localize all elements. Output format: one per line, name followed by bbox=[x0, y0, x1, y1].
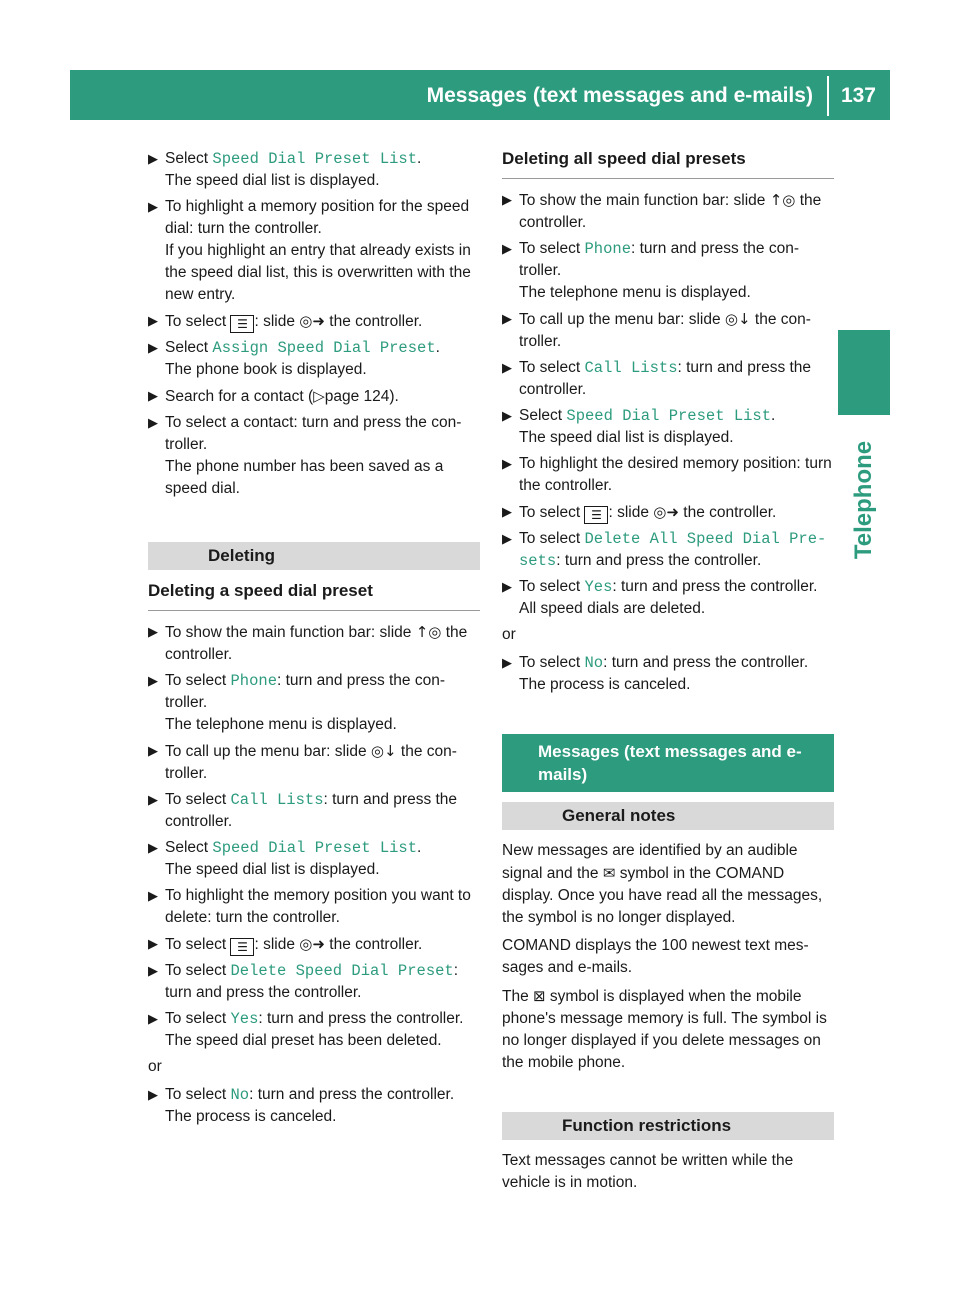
paragraph-memory-full: The ⊠ symbol is displayed when the mobile phone's message memory is full. The symbol is no longer displayed if you delete messages on the mobile phone. bbox=[502, 987, 827, 1071]
menu-option: Yes bbox=[230, 1010, 259, 1028]
step-confirm-yes: ▶ To select Yes: turn and press the controller. All speed dials are deleted. bbox=[502, 578, 818, 617]
step-highlight-position: ▶ To highlight a memory position for the speed dial: turn the controller. If you highlight an entry that already exists in the speed dial list, this is overwritten with the new entry. bbox=[148, 196, 480, 306]
slide-up-controller-icon: ↑◎ bbox=[769, 191, 796, 209]
bullet-arrow-icon: ▶ bbox=[502, 504, 512, 519]
bullet-arrow-icon: ▶ bbox=[502, 311, 512, 326]
bullet-arrow-icon: ▶ bbox=[148, 340, 158, 355]
step-select-phone: ▶ To select Phone: turn and press the controller. The telephone menu is displayed. bbox=[148, 672, 446, 733]
phone-book-menu-icon: ☰ bbox=[230, 938, 254, 956]
bullet-arrow-icon: ▶ bbox=[148, 415, 158, 430]
menu-option: Call Lists bbox=[230, 791, 324, 809]
envelope-icon: ✉ bbox=[602, 864, 616, 882]
heading-function-restrictions: Function restrictions bbox=[502, 1112, 834, 1140]
slide-up-controller-icon: ↑◎ bbox=[415, 623, 442, 641]
header-divider bbox=[827, 76, 829, 116]
slide-right-controller-icon: ◎➜ bbox=[299, 935, 325, 953]
bullet-arrow-icon: ▶ bbox=[502, 192, 512, 207]
section-heading-messages: Messages (text messages and e-mails) bbox=[502, 734, 834, 792]
bullet-arrow-icon: ▶ bbox=[502, 655, 512, 670]
bullet-arrow-icon: ▶ bbox=[148, 388, 158, 403]
menu-option: Speed Dial Preset List bbox=[212, 150, 418, 168]
bullet-arrow-icon: ▶ bbox=[148, 673, 158, 688]
or-text: or bbox=[502, 626, 516, 643]
bullet-arrow-icon: ▶ bbox=[148, 936, 158, 951]
step-call-up-menu-bar: ▶ To call up the menu bar: slide ◎↓ the controller. bbox=[502, 310, 811, 350]
bullet-arrow-icon: ▶ bbox=[148, 792, 158, 807]
menu-option: Delete Speed Dial Preset bbox=[230, 962, 454, 980]
menu-option: Speed Dial Preset List bbox=[212, 839, 418, 857]
step-search-contact: ▶ Search for a contact (▷page 124). bbox=[148, 387, 399, 405]
slide-down-controller-icon: ◎↓ bbox=[370, 742, 397, 760]
step-delete-all: ▶ To select Delete All Speed Dial Pre‐sets: turn and press the controller. bbox=[502, 530, 827, 570]
bullet-arrow-icon: ▶ bbox=[148, 151, 158, 166]
bullet-arrow-icon: ▶ bbox=[148, 1011, 158, 1026]
menu-option: No bbox=[230, 1086, 250, 1104]
menu-option: Call Lists bbox=[584, 359, 678, 377]
subheading-delete-all: Deleting all speed dial presets bbox=[502, 148, 834, 179]
bullet-arrow-icon: ▶ bbox=[148, 199, 158, 214]
menu-option: Assign Speed Dial Preset bbox=[212, 339, 436, 357]
note-overwrite: If you highlight an entry that already exists in the speed dial list, this is overwritten with the new entry. bbox=[165, 242, 471, 303]
bullet-arrow-icon: ▶ bbox=[502, 579, 512, 594]
menu-option: Phone bbox=[230, 672, 277, 690]
bullet-arrow-icon: ▶ bbox=[148, 840, 158, 855]
bullet-arrow-icon: ▶ bbox=[148, 624, 158, 639]
step-select-speed-dial-list: ▶ Select Speed Dial Preset List. The speed dial list is displayed. bbox=[502, 407, 776, 446]
bullet-arrow-icon: ▶ bbox=[502, 456, 512, 471]
bullet-arrow-icon: ▶ bbox=[502, 531, 512, 546]
step-highlight-position: ▶ To highlight the desired memory position: turn the controller. bbox=[502, 455, 832, 494]
step-select-contact: ▶ To select a contact: turn and press the controller. The phone number has been saved as a speed dial. bbox=[148, 414, 462, 497]
subheading-delete-preset: Deleting a speed dial preset bbox=[148, 580, 480, 611]
step-assign-speed-dial: ▶ Select Assign Speed Dial Preset. The phone book is displayed. bbox=[148, 339, 440, 378]
step-select-call-lists: ▶ To select Call Lists: turn and press the controller. bbox=[502, 359, 812, 398]
step-select-speed-dial-list: ▶ Select Speed Dial Preset List. The speed dial list is displayed. bbox=[148, 150, 422, 189]
menu-option: Delete All Speed Dial Pre‐sets bbox=[519, 530, 827, 570]
section-heading-deleting: Deleting bbox=[148, 542, 480, 570]
step-select-menu-symbol: ▶ To select ☰ : slide ◎➜ the controller. bbox=[502, 503, 777, 522]
menu-option: Speed Dial Preset List bbox=[566, 407, 772, 425]
right-column bbox=[502, 148, 834, 1200]
phone-book-menu-icon: ☰ bbox=[584, 506, 608, 524]
bullet-arrow-icon: ▶ bbox=[148, 888, 158, 903]
step-select-phone: ▶ To select Phone: turn and press the controller. The telephone menu is displayed. bbox=[502, 240, 800, 301]
step-select-menu-symbol-2: ▶ To select ☰ : slide ◎➜ the controller. bbox=[148, 935, 423, 954]
paragraph-newest-count: COMAND displays the 100 newest text messages and e-mails. bbox=[502, 937, 809, 976]
chapter-title: Messages (text messages and e-mails) bbox=[426, 84, 813, 107]
phone-book-menu-icon: ☰ bbox=[230, 315, 254, 333]
left-column bbox=[148, 148, 480, 1132]
bullet-arrow-icon: ▶ bbox=[148, 963, 158, 978]
step-confirm-yes: ▶ To select Yes: turn and press the controller. The speed dial preset has been deleted. bbox=[148, 1010, 464, 1049]
slide-right-controller-icon: ◎➜ bbox=[653, 503, 679, 521]
step-delete-preset: ▶ To select Delete Speed Dial Preset: turn and press the controller. bbox=[148, 962, 459, 1001]
page-header bbox=[70, 74, 890, 118]
page-reference-triangle-icon: ▷ bbox=[313, 387, 325, 405]
bullet-arrow-icon: ▶ bbox=[148, 313, 158, 328]
step-confirm-no: ▶ To select No: turn and press the controller. The process is canceled. bbox=[502, 654, 809, 693]
menu-option: Phone bbox=[584, 240, 631, 258]
step-show-function-bar: ▶ To show the main function bar: slide ↑◎ the controller. bbox=[148, 623, 468, 663]
paragraph-restriction: Text messages cannot be written while the vehicle is in motion. bbox=[502, 1152, 794, 1191]
bullet-arrow-icon: ▶ bbox=[502, 408, 512, 423]
slide-right-controller-icon: ◎➜ bbox=[299, 312, 325, 330]
bullet-arrow-icon: ▶ bbox=[148, 743, 158, 758]
page-number: 137 bbox=[840, 84, 876, 107]
step-select-menu-symbol: ▶ To select ☰ : slide ◎➜ the controller. bbox=[148, 312, 423, 331]
step-highlight-delete-position: ▶ To highlight the memory position you want to delete: turn the controller. bbox=[148, 887, 471, 926]
heading-general-notes: General notes bbox=[502, 802, 834, 830]
menu-option: No bbox=[584, 654, 604, 672]
step-select-speed-dial-list-2: ▶ Select Speed Dial Preset List. The speed dial list is displayed. bbox=[148, 839, 422, 878]
bullet-arrow-icon: ▶ bbox=[148, 1087, 158, 1102]
bullet-arrow-icon: ▶ bbox=[502, 241, 512, 256]
paragraph-new-messages: New messages are identified by an audible signal and the ✉ symbol in the COMAND display. Once you have read all the messages, the symbol is no longer displayed. bbox=[502, 842, 823, 926]
side-tab-marker bbox=[838, 330, 890, 415]
step-show-function-bar: ▶ To show the main function bar: slide ↑◎ the controller. bbox=[502, 191, 822, 231]
slide-down-controller-icon: ◎↓ bbox=[724, 310, 751, 328]
memory-full-icon: ⊠ bbox=[533, 987, 546, 1005]
step-call-up-menu-bar: ▶ To call up the menu bar: slide ◎↓ the controller. bbox=[148, 742, 457, 782]
menu-option: Yes bbox=[584, 578, 613, 596]
step-confirm-no: ▶ To select No: turn and press the controller. The process is canceled. bbox=[148, 1086, 455, 1125]
side-tab-label: Telephone bbox=[850, 440, 877, 560]
bullet-arrow-icon: ▶ bbox=[502, 360, 512, 375]
step-select-call-lists: ▶ To select Call Lists: turn and press the controller. bbox=[148, 791, 458, 830]
or-text: or bbox=[148, 1058, 162, 1075]
